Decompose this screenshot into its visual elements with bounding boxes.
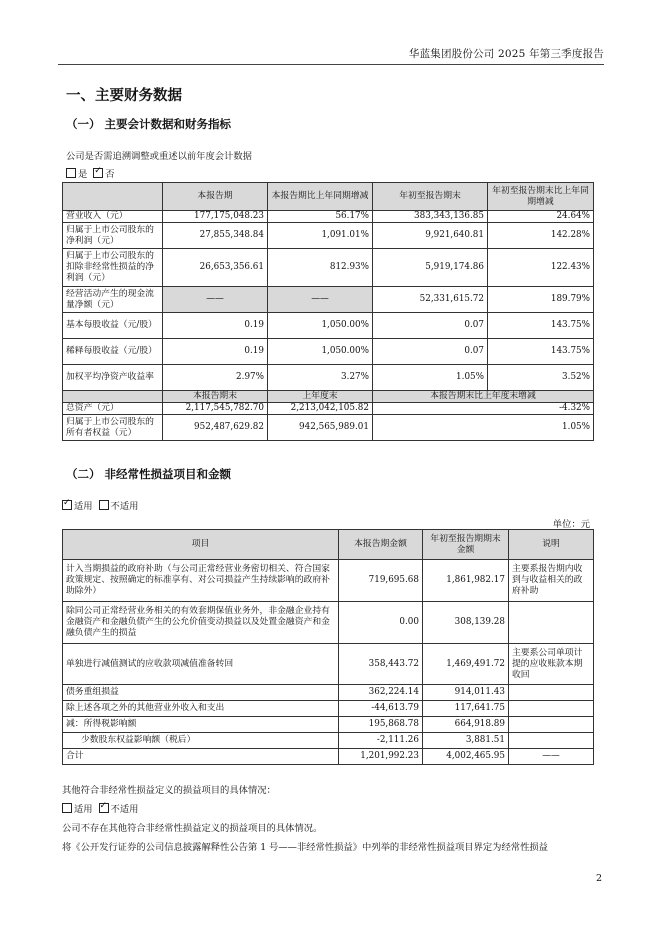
cell-value: 383,343,136.85: [373, 211, 488, 223]
option-not-applicable-label: 不适用: [110, 501, 139, 512]
row-label: 加权平均净资产收益率: [63, 365, 163, 391]
cell-note: [509, 717, 594, 733]
cell-value: 1.05%: [373, 415, 594, 441]
option-not-applicable-label: 不适用: [110, 804, 139, 815]
table-row: [63, 415, 594, 441]
cell-value: 308,139.28: [423, 602, 509, 644]
cell-note: [509, 602, 594, 644]
cell-value: 56.17%: [268, 211, 373, 223]
cell-value: 1,469,491.72: [423, 644, 509, 685]
row-item: 计入当期损益的政府补助（与公司正常经营业务密切相关、符合国家政策规定、按照确定的标准享有、对公司损益产生持续影响的政府补助除外）: [63, 560, 339, 602]
section-title: 一、主要财务数据: [66, 88, 182, 104]
row-item: 除上述各项之外的其他营业外收入和支出: [63, 701, 339, 717]
financial-data-table: [62, 182, 594, 441]
table-row: [63, 313, 594, 339]
restatement-question: 公司是否需追溯调整或重述以前年度会计数据: [66, 151, 252, 162]
header-cell-empty: [63, 183, 163, 211]
option-no-label: 否: [105, 169, 115, 180]
cell-value: 4,002,465.95: [423, 749, 509, 765]
cell-value: 3.52%: [488, 365, 594, 391]
cell-value: 3,881.51: [423, 733, 509, 749]
cell-note: [509, 701, 594, 717]
table-row: [63, 602, 594, 644]
cell-value: 142.28%: [488, 223, 594, 249]
cell-value: 117,641.75: [423, 701, 509, 717]
cell-note: [509, 733, 594, 749]
cell-value: 26,653,356.61: [163, 249, 268, 287]
option-yes-label: 是: [78, 169, 88, 180]
header-cell-empty: [63, 391, 163, 403]
cell-value: 1,091.01%: [268, 223, 373, 249]
cell-note: ——: [509, 749, 594, 765]
other-items-intro: 其他符合非经常性损益定义的损益项目的具体情况：: [62, 785, 276, 796]
header-divider: [58, 64, 604, 65]
table-row: [63, 339, 594, 365]
cell-value: 362,224.14: [339, 685, 423, 701]
cell-value: 719,695.68: [339, 560, 423, 602]
checkbox-applicable-checked[interactable]: [62, 500, 72, 510]
reclassification-statement: 将《公开发行证券的公司信息披露解释性公告第 1 号——非经常性损益》中列举的非经常性损益项目界定为经常性损益: [62, 842, 548, 853]
cell-value: 195,868.78: [339, 717, 423, 733]
cell-value: 1,050.00%: [268, 313, 373, 339]
cell-value: 9,921,640.81: [373, 223, 488, 249]
table-row: [63, 223, 594, 249]
cell-value: 2,117,545,782.70: [163, 403, 268, 415]
cell-value: 1.05%: [373, 365, 488, 391]
row-label: 归属于上市公司股东的所有者权益（元）: [63, 415, 163, 441]
checkbox-no-checked[interactable]: [93, 168, 103, 178]
option-applicable-label: 适用: [74, 501, 93, 512]
table-row: [63, 249, 594, 287]
other-applicable-options: [62, 801, 138, 815]
row-label: 基本每股收益（元/股）: [63, 313, 163, 339]
cell-value: -44,613.79: [339, 701, 423, 717]
cell-value: 2.97%: [163, 365, 268, 391]
table-row: [63, 287, 594, 313]
table-row: [63, 701, 594, 717]
table-total-row: [63, 749, 594, 765]
row-item: 合计: [63, 749, 339, 765]
row-label: 总资产（元）: [63, 403, 163, 415]
restatement-options: [66, 166, 115, 180]
cell-note: 主要系报告期内收到与收益相关的政府补助: [509, 560, 594, 602]
row-item: 单独进行减值测试的应收款项减值准备转回: [63, 644, 339, 685]
cell-note: 主要系公司单项计提的应收账款本期收回: [509, 644, 594, 685]
cell-value: 27,855,348.84: [163, 223, 268, 249]
cell-value: 358,443.72: [339, 644, 423, 685]
other-items-statement: 公司不存在其他符合非经常性损益定义的损益项目的具体情况。: [62, 823, 323, 834]
table-row: [63, 365, 594, 391]
header-cell: 项目: [63, 530, 339, 560]
checkbox-not-applicable[interactable]: [99, 500, 109, 510]
header-cell: 本报告期: [163, 183, 268, 211]
table-subheader-row: [63, 391, 594, 403]
cell-value: 2,213,042,105.82: [268, 403, 373, 415]
cell-value: 914,011.43: [423, 685, 509, 701]
header-cell: 年初至报告期期末金额: [423, 530, 509, 560]
cell-value: 952,487,629.82: [163, 415, 268, 441]
header-cell: 本报告期金额: [339, 530, 423, 560]
cell-value: 1,201,992.23: [339, 749, 423, 765]
cell-value: 812.93%: [268, 249, 373, 287]
row-label: 稀释每股收益（元/股）: [63, 339, 163, 365]
checkbox-yes[interactable]: [66, 168, 76, 178]
cell-value: 0.00: [339, 602, 423, 644]
cell-value: 177,175,048.23: [163, 211, 268, 223]
table-row: [63, 644, 594, 685]
cell-value: 143.75%: [488, 313, 594, 339]
cell-value: 0.19: [163, 339, 268, 365]
row-label: 营业收入（元）: [63, 211, 163, 223]
unit-label: 单位：元: [552, 519, 590, 530]
row-label: 归属于上市公司股东的扣除非经常性损益的净利润（元）: [63, 249, 163, 287]
cell-value: 3.27%: [268, 365, 373, 391]
row-label: 经营活动产生的现金流量净额（元）: [63, 287, 163, 313]
table-row: [63, 403, 594, 415]
table-row: [63, 685, 594, 701]
cell-value: 1,861,982.17: [423, 560, 509, 602]
table-row: [63, 211, 594, 223]
header-cell: 年初至报告期末: [373, 183, 488, 211]
cell-value: 0.07: [373, 339, 488, 365]
row-item: 减：所得税影响额: [63, 717, 339, 733]
cell-value: 24.64%: [488, 211, 594, 223]
subsection-title-nonrecurring: （二） 非经常性损益项目和金额: [66, 467, 232, 481]
header-cell: 本报告期末比上年度末增减: [373, 391, 594, 403]
cell-value: 0.19: [163, 313, 268, 339]
cell-value: 122.43%: [488, 249, 594, 287]
subsection-title-accounting-data: （一） 主要会计数据和财务指标: [66, 117, 232, 131]
header-cell: 说明: [509, 530, 594, 560]
nonrecurring-items-table: [62, 529, 594, 765]
page-number: 2: [595, 873, 602, 884]
row-item: 少数股东权益影响额（税后）: [63, 733, 339, 749]
table-header-row: [63, 183, 594, 211]
row-item: 除同公司正常经营业务相关的有效套期保值业务外，非金融企业持有金融资产和金融负债产生的公允价值变动损益以及处置金融资产和金融负债产生的损益: [63, 602, 339, 644]
cell-value: 1,050.00%: [268, 339, 373, 365]
cell-value: 0.07: [373, 313, 488, 339]
table-row: [63, 717, 594, 733]
option-applicable-label: 适用: [74, 804, 93, 815]
cell-value: 5,919,174.86: [373, 249, 488, 287]
header-cell: 年初至报告期末比上年同期增减: [488, 183, 594, 211]
header-cell: 本报告期末: [163, 391, 268, 403]
row-label: 归属于上市公司股东的净利润（元）: [63, 223, 163, 249]
cell-value: 52,331,615.72: [373, 287, 488, 313]
table-row: [63, 560, 594, 602]
cell-value: 942,565,989.01: [268, 415, 373, 441]
cell-value: -2,111.26: [339, 733, 423, 749]
cell-value: -4.32%: [373, 403, 594, 415]
cell-value-na: ——: [268, 287, 373, 313]
table-header-row: [63, 530, 594, 560]
cell-value: 664,918.89: [423, 717, 509, 733]
applicable-options: [62, 498, 138, 512]
cell-value: 189.79%: [488, 287, 594, 313]
header-cell: 本报告期比上年同期增减: [268, 183, 373, 211]
header-cell: 上年度末: [268, 391, 373, 403]
cell-note: [509, 685, 594, 701]
cell-value-na: ——: [163, 287, 268, 313]
report-header-title: 华蓝集团股份公司 2025 年第三季度报告: [408, 48, 604, 60]
row-item: 债务重组损益: [63, 685, 339, 701]
checkbox-not-applicable-checked[interactable]: [99, 803, 109, 813]
table-row: [63, 733, 594, 749]
checkbox-applicable[interactable]: [62, 803, 72, 813]
cell-value: 143.75%: [488, 339, 594, 365]
